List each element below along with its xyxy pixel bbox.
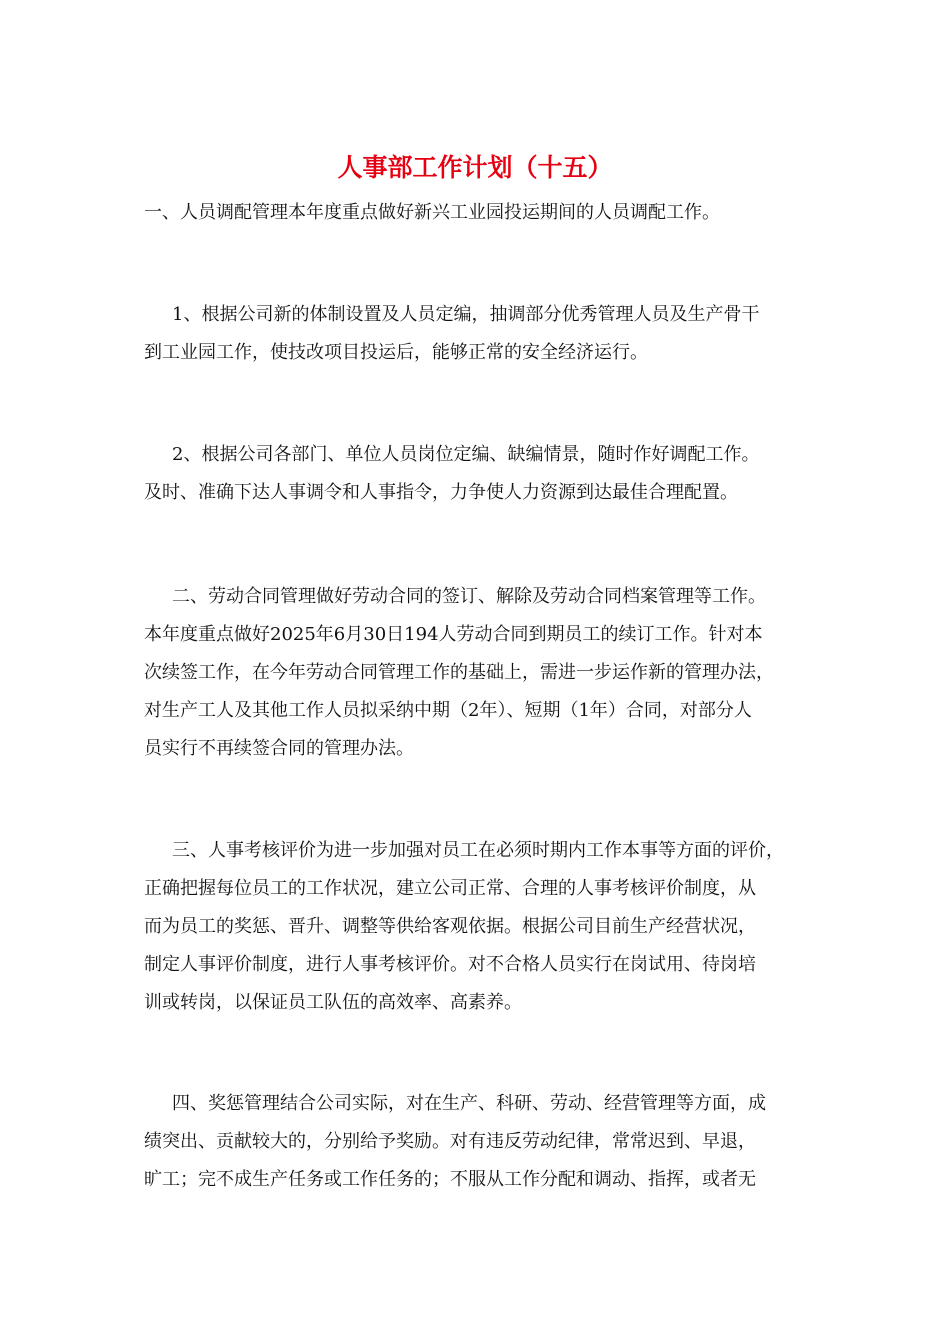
text-line: 次续签工作，在今年劳动合同管理工作的基础上，需进一步运作新的管理办法， — [144, 662, 774, 683]
text-line: 对生产工人及其他工作人员拟采纳中期（2年）、短期（1年）合同，对部分人 — [144, 700, 752, 721]
text-line: 一、人员调配管理本年度重点做好新兴工业园投运期间的人员调配工作。 — [144, 202, 720, 223]
text-line: 而为员工的奖惩、晋升、调整等供给客观依据。根据公司目前生产经营状况， — [144, 916, 756, 937]
text-line: 三、人事考核评价为进一步加强对员工在必须时期内工作本事等方面的评价， — [172, 840, 784, 861]
paragraph-personnel-allocation — [144, 194, 824, 232]
text-line: 绩突出、贡献较大的，分别给予奖励。对有违反劳动纪律，常常迟到、早退， — [144, 1131, 756, 1152]
text-line: 旷工；完不成生产任务或工作任务的；不服从工作分配和调动、指挥，或者无 — [144, 1169, 756, 1190]
text-line: 本年度重点做好2025年6月30日194人劳动合同到期员工的续订工作。针对本 — [144, 624, 763, 645]
text-line: 训或转岗，以保证员工队伍的高效率、高素养。 — [144, 992, 522, 1013]
text-line: 2、根据公司各部门、单位人员岗位定编、缺编情景，随时作好调配工作。 — [172, 444, 760, 465]
text-line: 正确把握每位员工的工作状况，建立公司正常、合理的人事考核评价制度，从 — [144, 878, 756, 899]
text-line: 制定人事评价制度，进行人事考核评价。对不合格人员实行在岗试用、待岗培 — [144, 954, 756, 975]
paragraph-item-2 — [144, 436, 824, 512]
paragraph-item-1 — [144, 296, 824, 372]
text-line: 及时、准确下达人事调令和人事指令，力争使人力资源到达最佳合理配置。 — [144, 482, 738, 503]
paragraph-personnel-evaluation — [144, 832, 824, 1022]
document-title: 人事部工作计划（十五） — [337, 153, 613, 182]
text-line: 四、奖惩管理结合公司实际，对在生产、科研、劳动、经营管理等方面，成 — [172, 1093, 766, 1114]
paragraph-labor-contract — [144, 578, 824, 768]
text-line: 员实行不再续签合同的管理办法。 — [144, 738, 414, 759]
text-line: 到工业园工作，使技改项目投运后，能够正常的安全经济运行。 — [144, 342, 648, 363]
text-line: 二、劳动合同管理做好劳动合同的签订、解除及劳动合同档案管理等工作。 — [172, 586, 766, 607]
paragraph-rewards-penalties — [144, 1085, 824, 1199]
text-line: 1、根据公司新的体制设置及人员定编，抽调部分优秀管理人员及生产骨干 — [172, 304, 760, 325]
